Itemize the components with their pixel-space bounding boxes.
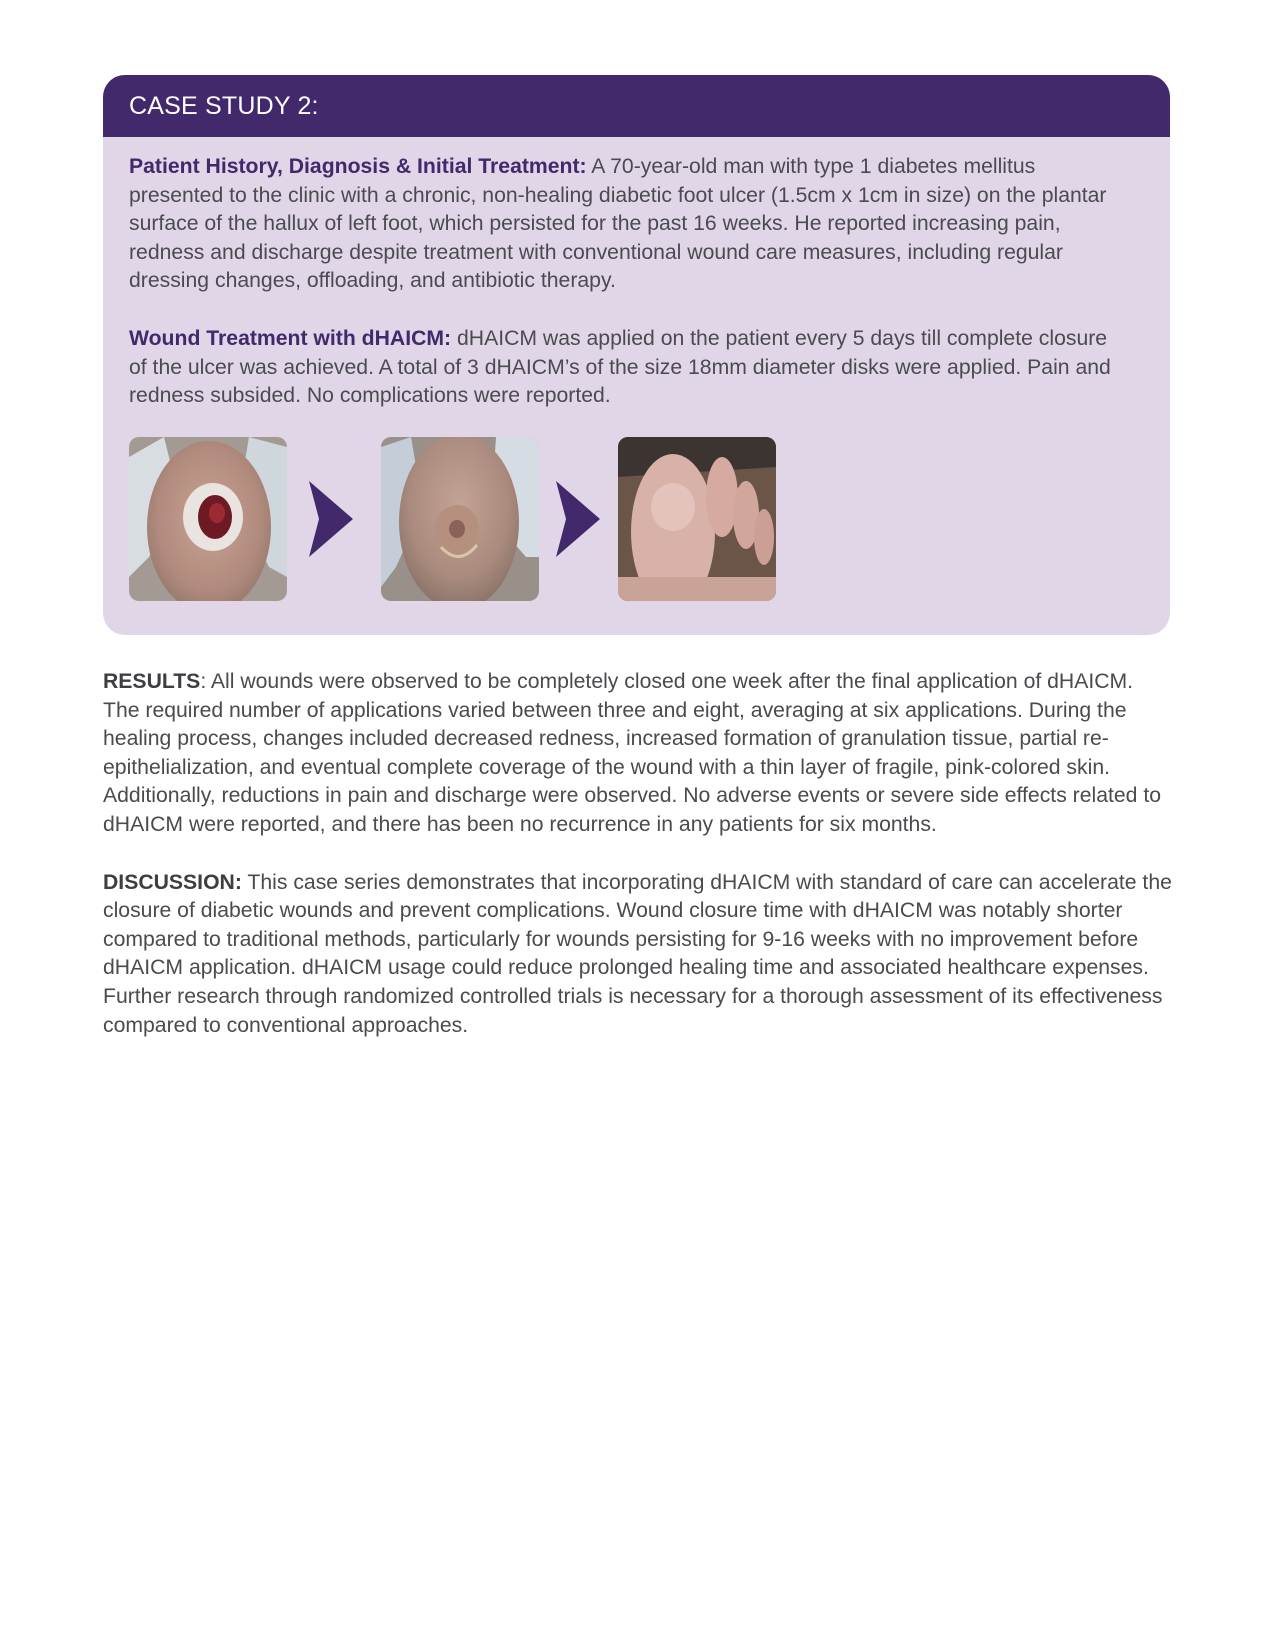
case-study-title: CASE STUDY 2: (103, 75, 1170, 137)
wound-treatment-paragraph (129, 325, 1130, 411)
case-study-box (103, 75, 1170, 635)
wound-treatment-text: dHAICM was applied on the patient every 5 days till complete closure of the ulcer was achieved. A total of 3 dHAICM’s of the size 18mm diameter disks were applied. Pain and redness subsided. No complications were reported. (129, 326, 1111, 408)
wound-photo-healing (381, 437, 539, 601)
wound-photo-healed (618, 437, 776, 601)
case-study-body (103, 137, 1170, 411)
discussion-heading: DISCUSSION: (103, 870, 242, 894)
progress-arrow-icon (309, 481, 353, 557)
wound-treatment-heading: Wound Treatment with dHAICM: (129, 326, 452, 350)
results-paragraph (103, 668, 1173, 840)
discussion-paragraph (103, 869, 1173, 1041)
main-text (103, 668, 1173, 1040)
discussion-text: This case series demonstrates that incorporating dHAICM with standard of care can accelerate the closure of diabetic wounds and prevent complications. Wound closure time with dHAICM was notably shorter compared to traditional methods, particularly for wounds persisting for 9-16 weeks with no improvement before dHAICM application. dHAICM usage could reduce prolonged healing time and associated healthcare expenses. Further research through randomized controlled trials is necessary for a thorough assessment of its effectiveness compared to conventional approaches. (103, 870, 1172, 1037)
patient-history-paragraph (129, 153, 1130, 296)
wound-photo-initial (129, 437, 287, 601)
results-text: : All wounds were observed to be completely closed one week after the final application of dHAICM. The required number of applications varied between three and eight, averaging at six applications. During the healing process, changes included decreased redness, increased formation of granulation tissue, partial re-epithelialization, and eventual complete coverage of the wound with a thin layer of fragile, pink-colored skin. Additionally, reductions in pain and discharge were observed. No adverse events or severe side effects related to dHAICM were reported, and there has been no recurrence in any patients for six months. (103, 670, 1162, 836)
patient-history-text: A 70-year-old man with type 1 diabetes mellitus presented to the clinic with a chronic, non-healing diabetic foot ulcer (1.5cm x 1cm in size) on the plantar surface of the hallux of left foot, which persisted for the past 16 weeks. He reported increasing pain, redness and discharge despite treatment with conventional wound care measures, including regular dressing changes, offloading, and antibiotic therapy. (129, 155, 1107, 293)
progress-arrow-icon (556, 481, 600, 557)
patient-history-heading: Patient History, Diagnosis & Initial Treatment: (129, 155, 587, 178)
results-heading: RESULTS (103, 670, 201, 693)
wound-progress-photos (129, 437, 829, 601)
